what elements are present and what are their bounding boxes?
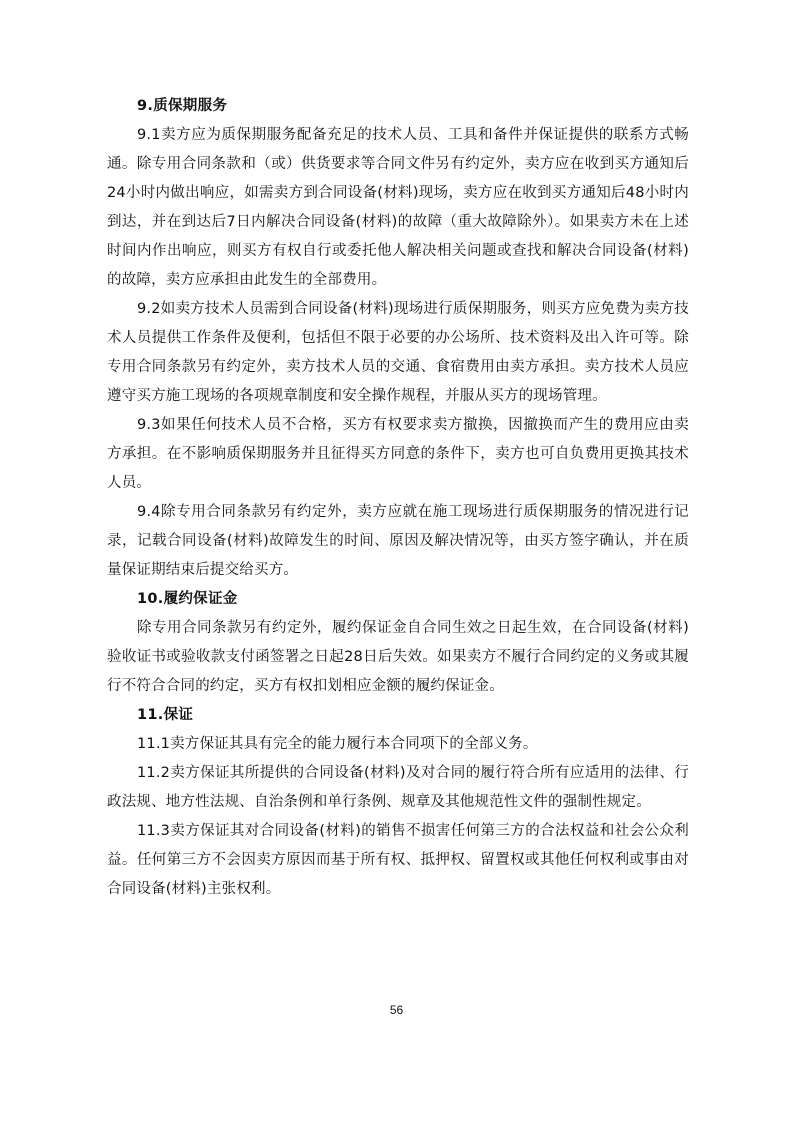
clause-11-2: 11.2卖方保证其所提供的合同设备(材料)及对合同的履行符合所有应适用的法律、行政法规、地方性法规、自治条例和单行条例、规章及其他规范性文件的强制性规定。 [107, 765, 689, 810]
clause-9-3: 9.3如果任何技术人员不合格，买方有权要求卖方撤换，因撤换而产生的费用应由卖方承担。在不影响质保期服务并且征得买方同意的条件下，卖方也可自负费用更换其技术人员。 [107, 417, 689, 491]
clause-11-1: 11.1卖方保证其具有完全的能力履行本合同项下的全部义务。 [137, 736, 538, 752]
clause-9-2: 9.2如卖方技术人员需到合同设备(材料)现场进行质保期服务，则买方应免费为卖方技术人员提供工作条件及便利，包括但不限于必要的办公场所、技术资料及出入许可等。除专用合同条款另有约定外，卖方技术人员的交通、食宿费用由卖方承担。卖方技术人员应遵守买方施工现场的各项规章制度和安全操作规程，并服从买方的现场管理。 [107, 301, 689, 404]
page-content [107, 92, 689, 904]
page-number: 56 [389, 1003, 404, 1017]
clause-10-body: 除专用合同条款另有约定外，履约保证金自合同生效之日起生效，在合同设备(材料)验收证书或验收款支付函签署之日起28日后失效。如果卖方不履行合同约定的义务或其履行不符合合同的约定，买方有权扣划相应金额的履约保证金。 [107, 620, 689, 694]
section-heading-11: 11.保证 [137, 707, 194, 723]
clause-9-1: 9.1卖方应为质保期服务配备充足的技术人员、工具和备件并保证提供的联系方式畅通。除专用合同条款和（或）供货要求等合同文件另有约定外，卖方应在收到买方通知后24小时内做出响应，如需卖方到合同设备(材料)现场，卖方应在收到买方通知后48小时内到达，并在到达后7日内解决合同设备(材料)的故障（重大故障除外）。如果卖方未在上述时间内作出响应，则买方有权自行或委托他人解决相关问题或查找和解决合同设备(材料)的故障，卖方应承担由此发生的全部费用。 [107, 127, 689, 288]
clause-11-3: 11.3卖方保证其对合同设备(材料)的销售不损害任何第三方的合法权益和社会公众利益。任何第三方不会因卖方原因而基于所有权、抵押权、留置权或其他任何权利或事由对合同设备(材料)主张权利。 [107, 823, 689, 897]
clause-9-4: 9.4除专用合同条款另有约定外，卖方应就在施工现场进行质保期服务的情况进行记录，记载合同设备(材料)故障发生的时间、原因及解决情况等，由买方签字确认，并在质量保证期结束后提交给买方。 [107, 504, 689, 578]
section-heading-10: 10.履约保证金 [137, 591, 238, 607]
section-heading-9: 9.质保期服务 [137, 98, 228, 114]
